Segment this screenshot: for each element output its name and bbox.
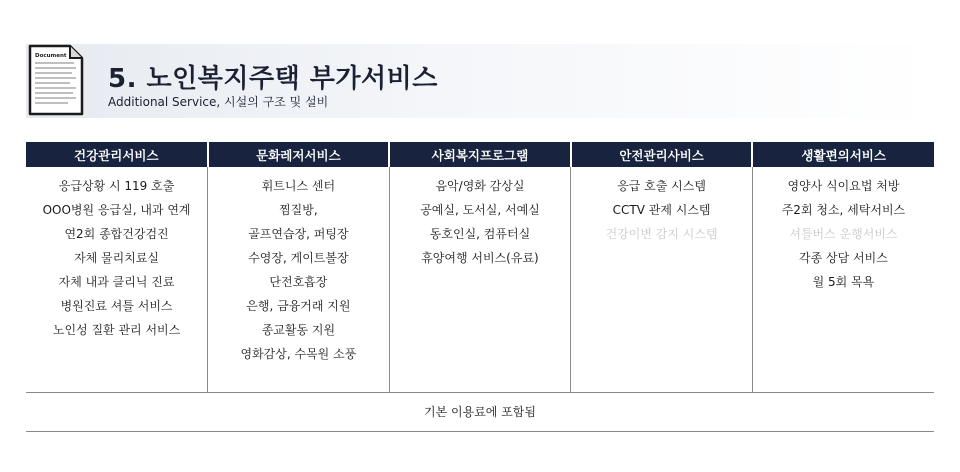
list-item: 휘트니스 센터 xyxy=(261,179,336,193)
document-icon-label: Document xyxy=(35,53,67,59)
list-item: 단전호흡장 xyxy=(269,275,328,289)
list-item: 자체 물리치료실 xyxy=(74,251,160,265)
list-item: 응급상황 시 119 호출 xyxy=(58,179,175,193)
column-culture xyxy=(208,167,390,393)
list-item: 종교활동 지원 xyxy=(261,323,336,337)
list-item: 영화감상, 수목원 소풍 xyxy=(240,347,357,361)
list-item-dimmed: 셔틀버스 운행서비스 xyxy=(789,227,898,241)
footer-note: 기본 이용료에 포함됨 xyxy=(26,394,934,432)
column-living xyxy=(752,167,934,393)
services-header-row xyxy=(26,142,934,167)
column-header-health: 건강관리서비스 xyxy=(26,142,208,167)
column-safety xyxy=(571,167,753,393)
list-item: OOO병원 응급실, 내과 연계 xyxy=(42,203,191,217)
list-item: 공예실, 도서실, 서예실 xyxy=(420,203,540,217)
list-item: 병원진료 셔틀 서비스 xyxy=(60,299,173,313)
list-item: 월 5회 목욕 xyxy=(812,275,875,289)
list-item: 자체 내과 클리닉 진료 xyxy=(58,275,175,289)
column-header-living: 생활편의서비스 xyxy=(752,142,934,167)
list-item: 음악/영화 감상실 xyxy=(435,179,525,193)
list-item: 영양사 식이요법 처방 xyxy=(787,179,900,193)
list-item: 노인성 질환 관리 서비스 xyxy=(52,323,181,337)
list-item-dimmed: 건강이변 감지 시스템 xyxy=(605,227,718,241)
column-header-culture: 문화레저서비스 xyxy=(208,142,390,167)
list-item: 수영장, 게이트볼장 xyxy=(248,251,349,265)
list-item: 동호인실, 컴퓨터실 xyxy=(429,227,531,241)
list-item: 주2회 청소, 세탁서비스 xyxy=(781,203,906,217)
list-item: 찜질방, xyxy=(279,203,318,217)
column-health xyxy=(26,167,208,393)
list-item: 응급 호출 시스템 xyxy=(617,179,706,193)
list-item: CCTV 관제 시스템 xyxy=(612,203,711,217)
list-item: 각종 상담 서비스 xyxy=(799,251,888,265)
list-item: 연2회 종합건강검진 xyxy=(64,227,169,241)
list-item: 휴양여행 서비스(유료) xyxy=(421,251,539,265)
page-title: 5. 노인복지주택 부가서비스 xyxy=(108,64,438,94)
list-item: 골프연습장, 퍼팅장 xyxy=(248,227,349,241)
services-table xyxy=(26,142,934,393)
column-header-safety: 안전관리사비스 xyxy=(571,142,753,167)
column-header-welfare: 사회복지프로그램 xyxy=(389,142,571,167)
list-item: 은행, 금융거래 지원 xyxy=(246,299,351,313)
page-subtitle: Additional Service, 시설의 구조 및 설비 xyxy=(108,95,329,109)
services-body-row xyxy=(26,167,934,393)
column-welfare xyxy=(389,167,571,393)
document-icon xyxy=(26,44,84,116)
